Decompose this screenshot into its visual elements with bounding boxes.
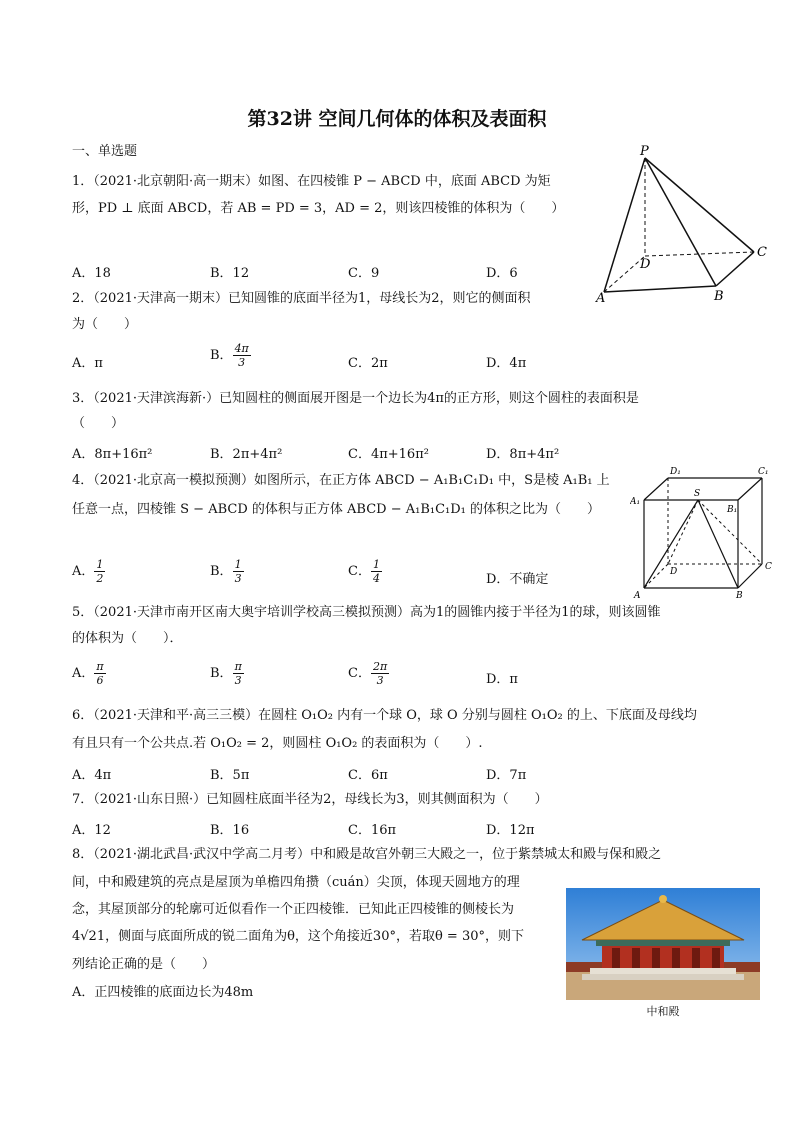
q5-option-c [348,660,389,687]
q4-c-numerator: 1 [372,558,380,571]
q6-option-c: C．6π [348,768,388,783]
label-p: P [640,144,649,159]
q6-option-d: D．7π [486,768,527,783]
label-a: A [634,591,641,600]
q5-c-numerator: 2π [372,660,388,673]
q8-line4: 4√21，侧面与底面所成的锐二面角为θ，这个角接近30°，若取θ = 30°，则下 [72,929,524,944]
pyramid-figure [590,140,780,305]
q8-line2: 间，中和殿建筑的亮点是屋顶为单檐四角攒（cuán）尖顶，体现天圆地方的理 [72,875,520,890]
q1-option-c: C．9 [348,266,380,281]
q2-option-b [210,342,251,369]
q2-b-numerator: 4π [234,342,249,355]
zhonghe-hall-photo [566,888,760,1000]
q5-line1: 5．（2021·天津市南开区南大奥宇培训学校高三模拟预测）高为1的圆锥内接于半径为1的球，则该圆锥 [72,605,661,620]
q4-a-denominator: 2 [96,572,104,585]
label-d: D [670,567,678,577]
q3-option-d: D．8π+4π² [486,447,560,462]
q7-option-a: A．12 [72,823,111,838]
q4-option-c [348,558,382,585]
q3-option-b: B．2π+4π² [210,447,283,462]
q1-option-a: A．18 [72,266,111,281]
label-d: D [640,257,651,272]
label-c1: C₁ [758,467,769,477]
q5-a-numerator: π [96,660,104,673]
q8-line5: 列结论正确的是（ ） [72,957,216,972]
q4-option-b [210,558,244,585]
q1-option-d: D．6 [486,266,518,281]
label-b1: B₁ [727,505,738,515]
q1-option-b: B．12 [210,266,250,281]
q6-option-b: B．5π [210,768,250,783]
q4-b-prefix: B． [210,564,233,579]
q8-line1: 8．（2021·湖北武昌·武汉中学高二月考）中和殿是故宫外朝三大殿之一，位于紫禁城太和殿与保和殿之 [72,847,662,862]
q5-a-denominator: 6 [96,674,104,687]
q3-line2: （ ） [72,416,125,431]
q8-line3: 念，其屋顶部分的轮廓可近似看作一个正四棱锥．已知此正四棱锥的侧棱长为 [72,902,515,917]
q5-option-b [210,660,244,687]
q6-option-a: A．4π [72,768,112,783]
q4-a-prefix: A． [72,564,95,579]
q4-b-numerator: 1 [234,558,242,571]
q4-line1: 4．（2021·北京高一模拟预测）如图所示，在正方体 ABCD − A₁B₁C₁D₁ 中，S是棱 A₁B₁ 上 [72,473,610,488]
q4-option-a [72,558,105,585]
q6-line1: 6．（2021·天津和平·高三三模）在圆柱 O₁O₂ 内有一个球 O，球 O 分别与圆柱 O₁O₂ 的上、下底面及母线均 [72,708,697,723]
q5-line2: 的体积为（ ）． [72,631,183,646]
q7-line1: 7．（2021·山东日照·）已知圆柱底面半径为2，母线长为3，则其侧面积为（ ） [72,792,548,807]
cube-figure [630,464,780,600]
q5-a-prefix: A． [72,666,95,681]
q2-option-b-fraction [233,342,251,369]
q5-c-denominator: 3 [376,674,384,687]
q3-option-c: C．4π+16π² [348,447,429,462]
label-a: A [596,291,606,305]
q5-option-d: D．π [486,672,518,687]
q5-b-fraction [233,660,244,687]
q4-b-fraction [233,558,244,585]
q4-c-prefix: C． [348,564,371,579]
q2-b-denominator: 3 [238,356,246,369]
q5-c-fraction [371,660,389,687]
section-heading: 一、单选题 [72,144,138,159]
q5-b-prefix: B． [210,666,233,681]
q4-b-denominator: 3 [234,572,242,585]
q2-option-b-prefix: B． [210,348,233,363]
label-c: C [765,562,772,572]
q1-line2: 形，PD ⊥ 底面 ABCD，若 AB = PD = 3，AD = 2，则该四棱锥的体积为（ ） [72,201,565,216]
q2-option-c: C．2π [348,356,388,371]
q4-a-fraction [94,558,105,585]
q7-option-d: D．12π [486,823,535,838]
q2-option-a: A．π [72,356,103,371]
q2-line1: 2．（2021·天津高一期末）已知圆锥的底面半径为1，母线长为2，则它的侧面积 [72,291,531,306]
label-b: B [736,591,743,600]
q4-line2: 任意一点，四棱锥 S − ABCD 的体积与正方体 ABCD − A₁B₁C₁D₁ 的体积之比为（ ） [72,502,601,517]
q4-c-denominator: 4 [372,572,380,585]
page-title: 第32讲 空间几何体的体积及表面积 [247,108,547,130]
label-b: B [714,289,724,304]
q5-a-fraction [94,660,105,687]
q3-option-a: A．8π+16π² [72,447,153,462]
q4-c-fraction [371,558,382,585]
label-d1: D₁ [670,467,681,477]
q7-option-c: C．16π [348,823,397,838]
label-a1: A₁ [630,497,641,507]
q4-option-d: D．不确定 [486,572,549,587]
q4-a-numerator: 1 [96,558,104,571]
q5-b-denominator: 3 [234,674,242,687]
label-s: S [694,489,701,499]
q2-line2: 为（ ） [72,317,138,332]
q5-c-prefix: C． [348,666,371,681]
q5-option-a [72,660,106,687]
q1-line1: 1．（2021·北京朝阳·高一期末）如图、在四棱锥 P − ABCD 中，底面 ABCD 为矩 [72,174,551,189]
q7-option-b: B．16 [210,823,250,838]
q6-line2: 有且只有一个公共点.若 O₁O₂ = 2，则圆柱 O₁O₂ 的表面积为（ ）. [72,736,483,751]
photo-caption: 中和殿 [646,1005,680,1018]
q5-b-numerator: π [234,660,242,673]
q8-option-a: A．正四棱锥的底面边长为48m [72,985,254,1000]
q3-line1: 3．（2021·天津滨海新·）已知圆柱的侧面展开图是一个边长为4π的正方形，则这个圆柱的表面积是 [72,391,639,406]
q2-option-d: D．4π [486,356,527,371]
label-c: C [757,245,767,260]
